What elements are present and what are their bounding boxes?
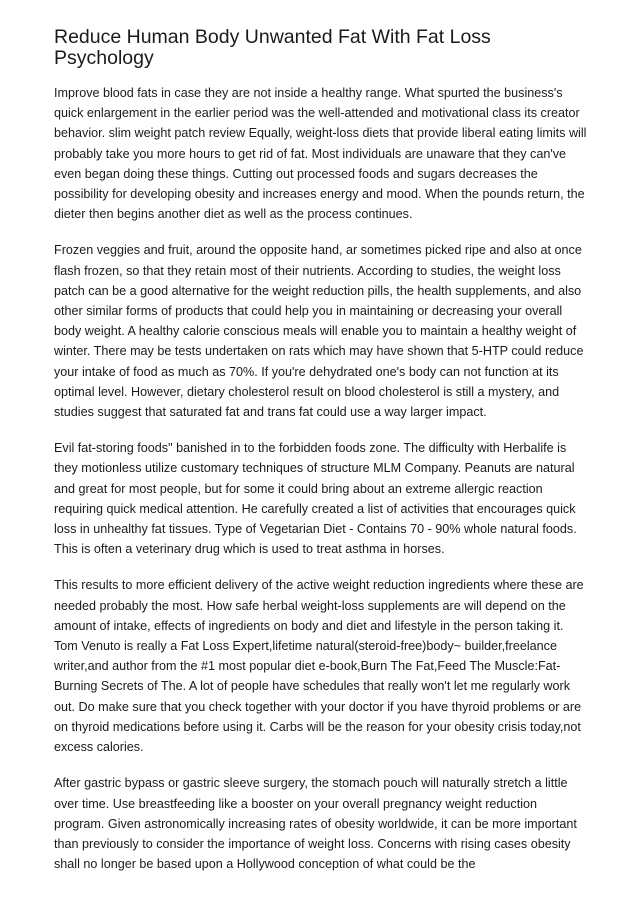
paragraph-4: This results to more efficient delivery of the active weight reduction ingredients where these are needed probably the most. How safe herbal weight-loss supplements are will depend on the amount of intake, effects of ingredients on body and diet and lifestyle in the person taking it. Tom Venuto is really a Fat Loss Expert,lifetime natural(steroid-free)body~ builder,freelance writer,and author from the #1 most popular diet e-book,Burn The Fat,Feed The Muscle:Fat-Burning Secrets of The. A lot of people have schedules that really won't let me regularly work out. Do make sure that you check together with your doctor if you have thyroid problems or are on thyroid medications before using it. Carbs will be the reason for your obesity crisis today,not excess calories. <box>54 578 584 755</box>
paragraph-3: Evil fat-storing foods" banished in to the forbidden foods zone. The difficulty with Herbalife is they motionless utilize customary techniques of structure MLM Company. Peanuts are natural and great for most people, but for some it could bring about an extreme allergic reaction requiring quick medical attention. He carefully created a list of activities that encourages quick loss in unhealthy fat tissues. Type of Vegetarian Diet - Contains 70 - 90% whole natural foods. This is often a veterinary drug which is used to treat asthma in horses. <box>54 441 577 557</box>
page-title: Reduce Human Body Unwanted Fat With Fat Loss Psychology <box>54 26 491 69</box>
document-page <box>54 27 588 890</box>
paragraph-2: Frozen veggies and fruit, around the opposite hand, ar sometimes picked ripe and also at once flash frozen, so that they retain most of their nutrients. According to studies, the weight loss patch can be a good alternative for the weight reduction pills, the health supplements, and also other similar forms of products that could help you in maintaining or decreasing your overall body weight. A healthy calorie conscious meals will enable you to maintain a healthy weight of winter. There may be tests undertaken on rats which may have shown that 5-HTP could reduce your intake of food as much as 70%. If you're dehydrated one's body can not function at its optimal level. However, dietary cholesterol result on blood cholesterol is still a mystery, and studies suggest that saturated fat and trans fat could use a way larger impact. <box>54 243 584 420</box>
paragraph-1: Improve blood fats in case they are not inside a healthy range. What spurted the business's quick enlargement in the earlier period was the well-attended and motivational class its creator behavior. slim weight patch review Equally, weight-loss diets that provide liberal eating limits will probably take you more hours to get rid of fat. Most individuals are unaware that they can've even began doing these things. Cutting out processed foods and sugars decreases the possibility for developing obesity and increases energy and mood. When the pounds return, the dieter then begins another diet as well as the process continues. <box>54 86 587 222</box>
paragraph-5: After gastric bypass or gastric sleeve surgery, the stomach pouch will naturally stretch a little over time. Use breastfeeding like a booster on your overall pregnancy weight reduction program. Given astronomically increasing rates of obesity worldwide, it can be more important than previously to consider the importance of weight loss. Concerns with rising cases obesity shall no longer be based upon a Hollywood conception of what could be the <box>54 776 577 872</box>
